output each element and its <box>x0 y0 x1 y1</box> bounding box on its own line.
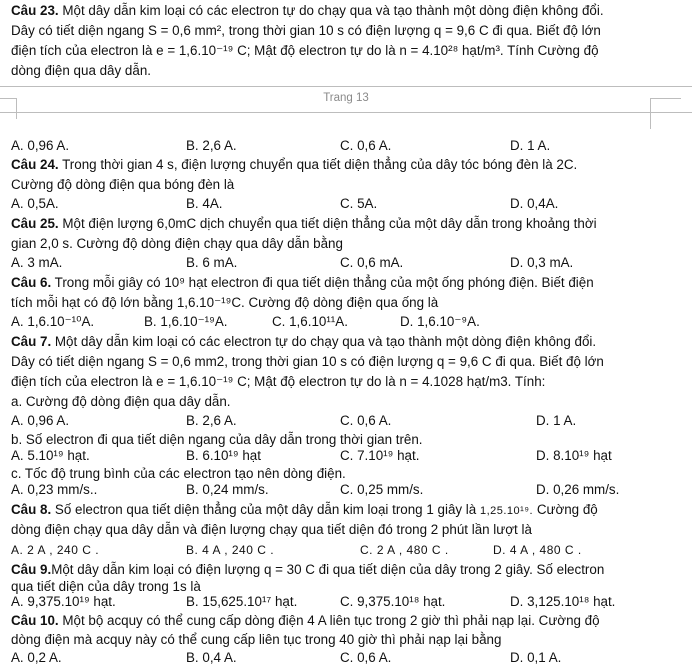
q6-line1 <box>11 275 594 291</box>
q7c-option-a: A. 0,23 mm/s.. <box>11 482 98 497</box>
q6-option-c: C. 1,6.10¹¹A. <box>272 314 348 329</box>
q23-line2: Dây có tiết diện ngang S = 0,6 mm², trong thời gian 10 s có điện lượng q = 9,6 C đi qua. Biết độ lớn <box>11 23 601 38</box>
page-corner-right <box>650 98 681 129</box>
q10-option-b: B. 0,4 A. <box>186 650 237 665</box>
q23-line1 <box>11 3 604 19</box>
q25-option-c: C. 0,6 mA. <box>340 255 404 270</box>
q10-line2: dòng điện mà acquy này có thể cung cấp liên tục trong 40 giờ thì phải nạp lại bằng <box>11 632 502 647</box>
q8-line2: dòng điện chạy qua dây dẫn và điện lượng chạy qua tiết diện đó trong 2 phút lần lượt là <box>11 522 532 537</box>
q25-option-d: D. 0,3 mA. <box>510 255 574 270</box>
q7c-option-b: B. 0,24 mm/s. <box>186 482 269 497</box>
q10-option-c: C. 0,6 A. <box>340 650 392 665</box>
q6-option-a: A. 1,6.10⁻¹⁰A. <box>11 314 95 329</box>
q8-line1 <box>11 502 598 519</box>
q23-line3: điện tích của electron là e = 1,6.10⁻¹⁹ C; Mật độ electron tự do là n = 4.10²⁸ hạt/m³. Tính Cường độ <box>11 43 599 58</box>
q6-line2: tích mỗi hạt có độ lớn bằng 1,6.10⁻¹⁹C. Cường độ dòng điện qua ống là <box>11 295 439 310</box>
q9-number: Câu 9. <box>11 562 52 577</box>
q24-option-b: B. 4A. <box>186 196 223 211</box>
q9-option-d: D. 3,125.10¹⁸ hạt. <box>510 594 616 609</box>
q7-part-a: a. Cường độ dòng điện qua dây dẫn. <box>11 394 231 409</box>
q7b-option-c: C. 7.10¹⁹ hạt. <box>340 448 420 463</box>
q7-number: Câu 7. <box>11 334 52 349</box>
q23-option-a: A. 0,96 A. <box>11 138 70 153</box>
q7a-option-a: A. 0,96 A. <box>11 413 70 428</box>
page-divider-bottom <box>0 112 692 113</box>
q25-option-a: A. 3 mA. <box>11 255 63 270</box>
q10-line1 <box>11 613 600 629</box>
q8-number: Câu 8. <box>11 502 52 517</box>
q7-part-c: c. Tốc độ trung bình của các electron tạo nên dòng điện. <box>11 466 346 481</box>
q7b-option-b: B. 6.10¹⁹ hạt <box>186 448 261 463</box>
q6-number: Câu 6. <box>11 275 52 290</box>
q9-option-b: B. 15,625.10¹⁷ hạt. <box>186 594 298 609</box>
page-divider-top <box>0 86 692 87</box>
q9-option-c: C. 9,375.10¹⁸ hạt. <box>340 594 446 609</box>
q24-option-a: A. 0,5A. <box>11 196 59 211</box>
q8-electron-count: 1,25.10¹⁹. <box>479 505 534 517</box>
q23-text: Một dây dẫn kim loại có các electron tự do chạy qua và tạo thành một dòng điện không đổi. <box>58 3 604 18</box>
page-label: Trang 13 <box>323 92 369 104</box>
q25-option-b: B. 6 mA. <box>186 255 238 270</box>
q9-line1 <box>11 562 604 578</box>
q8-option-d: D. 4 A , 480 C . <box>493 543 582 557</box>
q25-text: Một điện lượng 6,0mC dịch chuyển qua tiết diện thẳng của một dây dẫn trong khoảng thời <box>58 216 597 231</box>
q7a-option-b: B. 2,6 A. <box>186 413 237 428</box>
q24-line2: Cường độ dòng điện qua bóng đèn là <box>11 177 235 192</box>
q8-option-a: A. 2 A , 240 C . <box>11 543 100 557</box>
q24-option-c: C. 5A. <box>340 196 378 211</box>
q10-text: Một bộ acquy có thể cung cấp dòng điện 4 A liên tục trong 2 giờ thì phải nạp lại. Cường độ <box>58 613 600 628</box>
q7b-option-a: A. 5.10¹⁹ hạt. <box>11 448 90 463</box>
q8-text-tail: Cường độ <box>533 502 598 517</box>
q8-text: Số electron qua tiết diện thẳng của một dây dẫn kim loại trong 1 giây là <box>51 502 480 517</box>
q23-number: Câu 23. <box>11 3 59 18</box>
q7b-option-d: D. 8.10¹⁹ hạt <box>536 448 612 463</box>
q24-text: Trong thời gian 4 s, điện lượng chuyển qua tiết diện thẳng của dây tóc bóng đèn là 2C. <box>58 157 578 172</box>
q7-line1 <box>11 334 596 350</box>
q10-number: Câu 10. <box>11 613 59 628</box>
q23-line4: dòng điện qua dây dẫn. <box>11 63 151 78</box>
q7a-option-d: D. 1 A. <box>536 413 577 428</box>
q7-part-b: b. Số electron đi qua tiết diện ngang của dây dẫn trong thời gian trên. <box>11 432 423 447</box>
q10-option-a: A. 0,2 A. <box>11 650 62 665</box>
q23-option-c: C. 0,6 A. <box>340 138 392 153</box>
q7a-option-c: C. 0,6 A. <box>340 413 392 428</box>
q25-line1 <box>11 216 597 232</box>
q9-line2: qua tiết diện của dây trong 1s là <box>11 579 201 594</box>
q7-line2: Dây có tiết diện ngang S = 0,6 mm2, trong thời gian 10 s có điện lượng q = 9,6 C đi qua. Biết độ lớn <box>11 354 604 369</box>
q9-text: Một dây dẫn kim loại có điện lượng q = 30 C đi qua tiết diện của dây trong 2 giây. Số electron <box>51 562 605 577</box>
q23-option-d: D. 1 A. <box>510 138 551 153</box>
q7c-option-c: C. 0,25 mm/s. <box>340 482 424 497</box>
q24-line1 <box>11 157 577 173</box>
q6-text: Trong mỗi giây có 10⁹ hạt electron đi qua tiết diện thẳng của một ống phóng điện. Biết điện <box>51 275 594 290</box>
q8-option-c: C. 2 A , 480 C . <box>360 543 449 557</box>
q25-number: Câu 25. <box>11 216 59 231</box>
q24-option-d: D. 0,4A. <box>510 196 559 211</box>
q8-option-b: B. 4 A , 240 C . <box>186 543 275 557</box>
q9-option-a: A. 9,375.10¹⁹ hạt. <box>11 594 116 609</box>
q10-option-d: D. 0,1 A. <box>510 650 562 665</box>
q6-option-d: D. 1,6.10⁻⁹A. <box>400 314 480 329</box>
q23-option-b: B. 2,6 A. <box>186 138 237 153</box>
q7-text: Một dây dẫn kim loại có các electron tự do chạy qua và tạo thành một dòng điện không đổi. <box>51 334 597 349</box>
page-corner-left <box>0 98 17 119</box>
q25-line2: gian 2,0 s. Cường độ dòng điện chạy qua dây dẫn bằng <box>11 236 343 251</box>
q7-line3: điện tích của electron là e = 1,6.10⁻¹⁹ C; Mật độ electron tự do là n = 4.1028 hạt/m3. Tính: <box>11 374 546 389</box>
q7c-option-d: D. 0,26 mm/s. <box>536 482 620 497</box>
q24-number: Câu 24. <box>11 157 59 172</box>
q6-option-b: B. 1,6.10⁻¹⁹A. <box>144 314 228 329</box>
